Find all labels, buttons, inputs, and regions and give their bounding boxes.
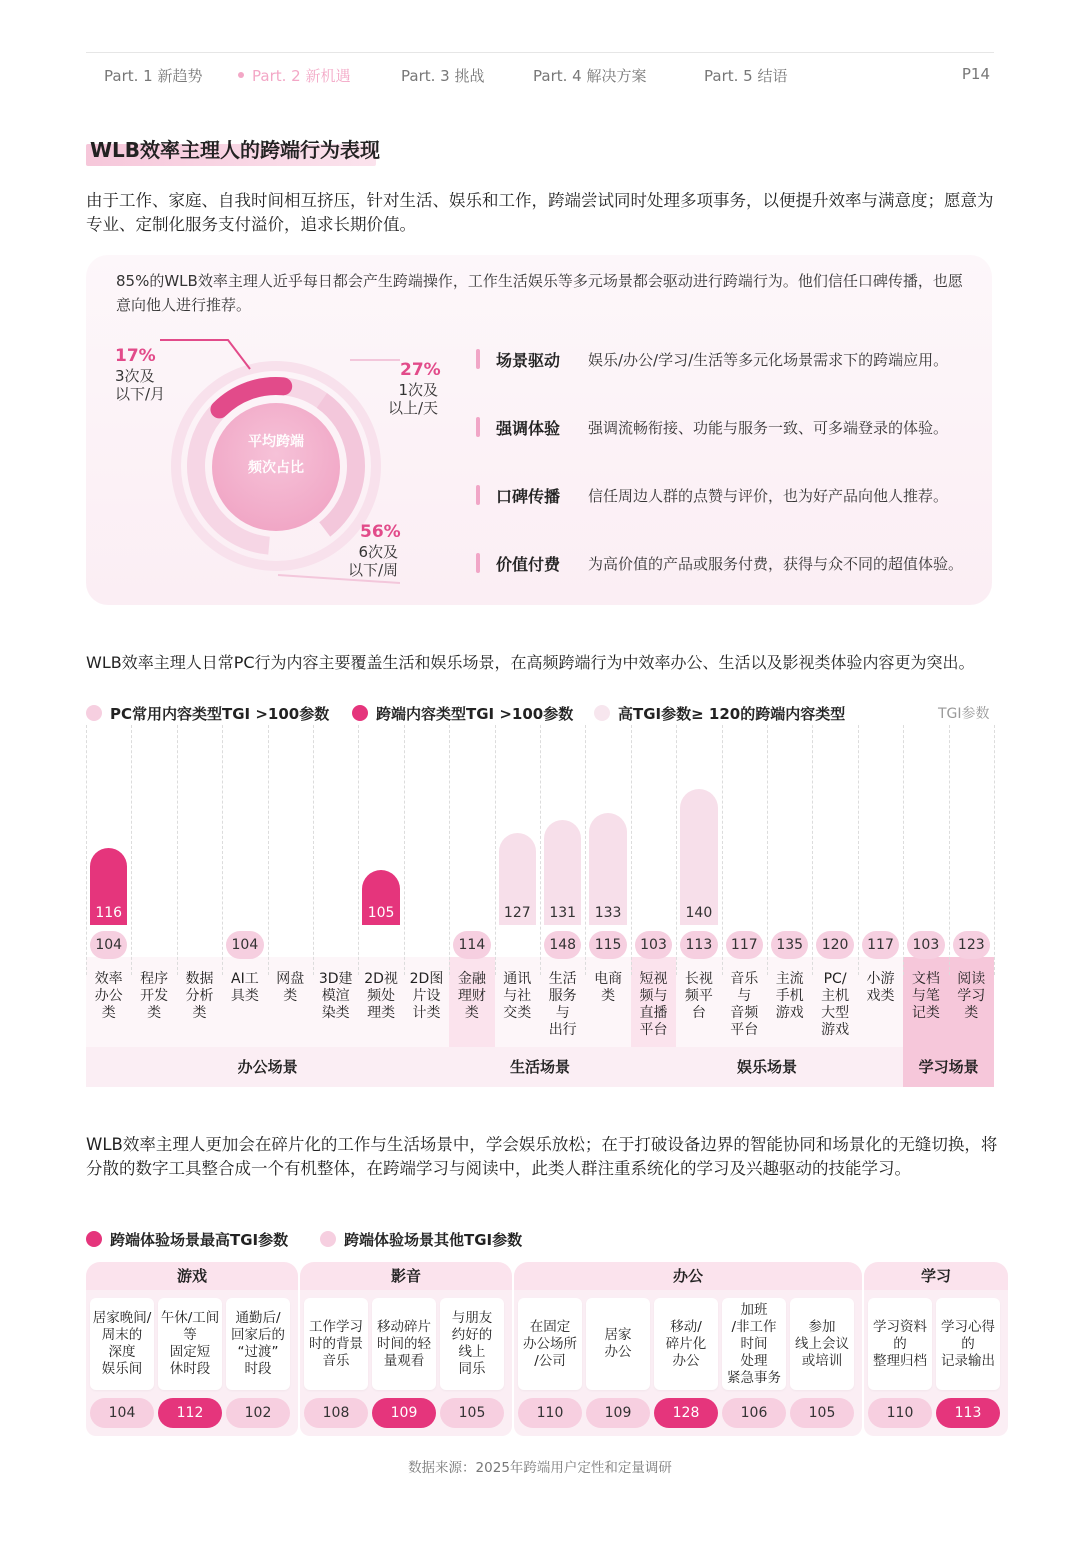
scenario-cell-line: 时间的轻: [377, 1335, 431, 1352]
scenario-cell-line: 学习资料: [873, 1318, 927, 1335]
category-label-line: 2D视: [364, 971, 398, 987]
category-label-line: 音乐: [730, 971, 759, 987]
category-label-line: 开发: [140, 988, 169, 1004]
base-value: 104: [90, 931, 127, 959]
category-label-line: 办公: [94, 988, 123, 1004]
column-divider: [722, 725, 723, 975]
scenario-cell-line: 娱乐间: [101, 1361, 143, 1377]
scenario-cell: [372, 1298, 436, 1390]
category-label-line: 类: [464, 1005, 479, 1021]
feature-bar: [476, 485, 480, 505]
scenario-cell: [654, 1298, 718, 1390]
base-value: 103: [635, 931, 672, 959]
category-label: [404, 971, 449, 1022]
scenario-cell-line: 移动/: [670, 1318, 702, 1335]
category-label-line: 3D建: [318, 971, 353, 987]
scenario-tgi-value: 102: [226, 1398, 290, 1428]
legend-dot-icon: [320, 1231, 336, 1247]
bar-value: 116: [95, 905, 123, 921]
category-label-line: 片设: [412, 988, 441, 1004]
category-label: [858, 971, 903, 1005]
scenario-cell-line: 处理: [740, 1352, 768, 1369]
base-value: 123: [953, 931, 990, 959]
donut-center-line-1: 平均跨端: [248, 434, 304, 450]
column-divider: [404, 725, 405, 975]
scenario-tgi-value: 110: [518, 1398, 582, 1428]
scenario-cell-line: 等: [183, 1327, 197, 1343]
category-label-line: 服务: [548, 988, 577, 1004]
scenario-cell-line: 周末的: [101, 1327, 143, 1343]
pct-56: 56%: [360, 522, 401, 542]
feature-title-3: 口碑传播: [496, 487, 561, 506]
pct-17-label-line-2: 以下/月: [115, 385, 166, 403]
summary-text: 85%的WLB效率主理人近乎每日都会产生跨端操作，工作生活娱乐等多元场景都会驱动进行跨端行为。他们信任口碑传播，也愿意向他人进行推荐。: [116, 272, 963, 314]
scenario-cell-line: 的: [961, 1335, 975, 1352]
scenario-cell: [518, 1298, 582, 1390]
feature-title-4: 价值付费: [496, 555, 561, 574]
column-divider: [222, 725, 223, 975]
category-label: [722, 971, 767, 1039]
category-label-line: 游戏: [775, 1005, 804, 1021]
category-label-line: 与笔: [911, 988, 940, 1004]
category-label: [131, 971, 176, 1022]
scenario-cell-line: 时间: [740, 1335, 768, 1352]
scenario-cell-text: [93, 1310, 152, 1378]
category-label-line: 频与: [639, 988, 668, 1004]
chart-intro-paragraph: WLB效率主理人日常PC行为内容主要覆盖生活和娱乐场景，在高频跨端行为中效率办公、生活以及影视类体验内容更为突出。: [86, 653, 975, 672]
scenario-cell-line: 音乐: [322, 1352, 350, 1369]
base-value: 120: [816, 931, 853, 959]
scenario-cell-line: 紧急事务: [727, 1369, 781, 1386]
category-label-line: 计类: [412, 1005, 441, 1021]
scenario-cell-line: 量观看: [383, 1352, 425, 1369]
scenario-tgi-value: 128: [654, 1398, 718, 1428]
scenario-cell-text: [873, 1319, 927, 1370]
category-label-line: 学习: [957, 988, 986, 1004]
scenario-cell-line: 线上会议: [795, 1335, 849, 1352]
scenario-tgi-value: 104: [90, 1398, 154, 1428]
category-label-line: 交类: [503, 1005, 532, 1021]
category-label-line: 染类: [321, 1005, 350, 1021]
scenario-cell-line: 整理归档: [873, 1352, 927, 1369]
top-nav: [86, 52, 994, 93]
feature-desc-3: 信任周边人群的点赞与评价，也为好产品向他人推荐。: [588, 487, 949, 505]
bar: [544, 820, 581, 925]
scenario-cell-line: 时段: [244, 1361, 272, 1377]
feature-title-2: 强调体验: [496, 419, 561, 438]
category-label: [222, 971, 267, 1005]
column-divider: [268, 725, 269, 975]
scenario-cell: [722, 1298, 786, 1390]
intro-paragraph: 由于工作、家庭、自我时间相互挤压，针对生活、娱乐和工作，跨端尝试同时处理多项事务，以便提升效率与满意度；愿意为专业、定制化服务支付溢价，追求长期价值。: [86, 191, 994, 234]
scenario-cell-text: [795, 1319, 849, 1370]
scenario-cell-line: 或培训: [801, 1352, 843, 1369]
page-title: WLB效率主理人的跨端行为表现: [90, 138, 381, 162]
category-label-line: 手机: [775, 988, 804, 1004]
category-label-line: 通讯: [503, 971, 532, 987]
section-label: 生活场景: [449, 1047, 631, 1087]
feature-desc-1: 娱乐/办公/学习/生活等多元化场景需求下的跨端应用。: [588, 351, 949, 369]
scenario-cell: [226, 1298, 290, 1390]
leader-line-17: [160, 340, 250, 369]
category-label-line: 模渲: [321, 988, 350, 1004]
category-label-line: 平台: [639, 1022, 668, 1038]
bar: [90, 848, 127, 925]
category-label-line: 生活: [548, 971, 577, 987]
base-value: 117: [862, 931, 899, 959]
scenario-cell-text: [161, 1310, 220, 1378]
category-label-line: 数据: [185, 971, 214, 987]
legend-scene-other: [320, 1229, 522, 1250]
scenario-tgi-value: 105: [440, 1398, 504, 1428]
scenario-tgi-value: 108: [304, 1398, 368, 1428]
legend-dot-icon: [352, 705, 368, 721]
scenario-cell: [790, 1298, 854, 1390]
base-value: 117: [726, 931, 763, 959]
scenario-tgi-value: 109: [372, 1398, 436, 1428]
category-label-line: 与社: [503, 988, 532, 1004]
scenario-cell-line: 居家: [604, 1327, 632, 1343]
scenario-cell-line: “过渡”: [237, 1344, 279, 1360]
category-label-line: 记类: [911, 1005, 940, 1021]
column-divider: [767, 725, 768, 975]
bar: [499, 833, 536, 925]
column-divider: [585, 725, 586, 975]
nav-part-5[interactable]: Part. 5 结语: [704, 67, 788, 85]
scenario-cell: [936, 1298, 1000, 1390]
category-label-line: 出行: [548, 1022, 577, 1038]
bar: [362, 870, 399, 925]
tgi-axis-label: TGI参数: [938, 706, 990, 722]
base-value: 113: [680, 931, 717, 959]
category-label: [585, 971, 630, 1005]
scenario-tgi-value: 106: [722, 1398, 786, 1428]
category-label-line: 主流: [775, 971, 804, 987]
column-divider: [313, 725, 314, 975]
scenario-cell-line: 通勤后/: [235, 1310, 281, 1326]
legend-scene-other-label: 跨端体验场景其他TGI参数: [344, 1231, 523, 1249]
group-header: 办公: [514, 1262, 862, 1290]
scenario-cell-line: 固定短: [169, 1344, 211, 1360]
pct-27-label-line-1: 1次及: [398, 381, 438, 399]
scenario-cell-line: 线上: [458, 1344, 486, 1360]
scenario-cell-line: 在固定: [529, 1318, 571, 1335]
category-label-line: 程序: [140, 971, 169, 987]
scenario-cell-line: 午休/工间: [160, 1310, 220, 1326]
legend-pc-tgi-label: PC常用内容类型TGI >100参数: [110, 705, 330, 723]
scenario-cell-line: 居家晚间/: [92, 1310, 152, 1326]
scenario-paragraph: WLB效率主理人更加会在碎片化的工作与生活场景中，学会娱乐放松；在于打破设备边界的智能协同和场景化的无缝切换，将分散的数字工具整合成一个有机整体，在跨端学习与阅读中，此类人群注重系统化的学习及兴趣驱动的技能学习。: [86, 1135, 998, 1178]
feature-bar: [476, 417, 480, 437]
scenario-tgi-value: 113: [936, 1398, 1000, 1428]
pct-17-label: [115, 367, 165, 403]
category-label: [495, 971, 540, 1022]
category-label: [177, 971, 222, 1022]
category-label-line: 类: [283, 988, 298, 1004]
scenario-tgi-table: [86, 1262, 994, 1436]
column-divider: [949, 725, 950, 975]
scenario-cell-text: [377, 1319, 431, 1370]
column-divider: [131, 725, 132, 975]
group-header: 游戏: [86, 1262, 298, 1290]
scenario-cell-line: 时的背景: [309, 1335, 363, 1352]
legend-dot-icon: [86, 705, 102, 721]
scenario-tgi-value: 105: [790, 1398, 854, 1428]
base-value: 148: [544, 931, 581, 959]
category-label-line: 阅读: [957, 971, 986, 987]
category-label: [540, 971, 585, 1039]
category-label-line: 小游: [866, 971, 895, 987]
scenario-tgi-value: 112: [158, 1398, 222, 1428]
nav-part-2[interactable]: Part. 2 新机遇: [252, 67, 351, 85]
scenario-cell-line: 工作学习: [309, 1318, 363, 1335]
tgi-bar-chart: [86, 725, 994, 1090]
base-value: 103: [907, 931, 944, 959]
pct-56-label-line-1: 6次及: [358, 543, 398, 561]
scenario-cell-text: [523, 1319, 577, 1370]
category-label: [449, 971, 494, 1022]
scenario-cell-line: 休时段: [169, 1361, 211, 1377]
bar-value: 140: [685, 905, 713, 921]
scenario-cell-line: 回家后的: [231, 1327, 285, 1343]
category-label-line: PC/: [823, 971, 847, 987]
nav-part-1[interactable]: Part. 1 新趋势: [104, 67, 203, 85]
scenario-cell-text: [605, 1327, 632, 1361]
scenario-cell-line: 记录输出: [941, 1352, 995, 1369]
pct-27: 27%: [400, 360, 441, 380]
category-label-line: 2D图: [409, 971, 444, 987]
pct-56-label: [344, 543, 398, 579]
feature-bar: [476, 349, 480, 369]
scenario-cell: [90, 1298, 154, 1390]
scenario-cell-text: [452, 1310, 493, 1378]
category-label-line: 频平: [684, 988, 713, 1004]
category-label-line: 文档: [911, 971, 940, 987]
scenario-cell-line: 移动碎片: [377, 1318, 431, 1335]
column-divider: [358, 725, 359, 975]
legend-dot-icon: [86, 1231, 102, 1247]
category-label-line: 理财: [457, 988, 486, 1004]
category-label: [313, 971, 358, 1022]
section-label: 娱乐场景: [631, 1047, 903, 1087]
bar-value: 105: [367, 905, 395, 921]
scenario-cell-line: 加班: [740, 1301, 768, 1318]
category-label: [268, 971, 313, 1005]
legend-dot-icon: [594, 705, 610, 721]
category-label-line: 类: [964, 1005, 979, 1021]
feature-title-1: 场景驱动: [496, 351, 561, 370]
bar-value: 133: [594, 904, 622, 921]
pct-17: 17%: [115, 346, 156, 366]
scenario-cell-line: 办公: [604, 1344, 632, 1360]
scenario-cell-line: 办公: [672, 1352, 700, 1369]
scenario-cell-line: 办公场所: [523, 1335, 577, 1352]
legend-scene-top-label: 跨端体验场景最高TGI参数: [110, 1231, 289, 1249]
column-divider: [449, 725, 450, 975]
group-header: 学习: [864, 1262, 1008, 1290]
legend-scene-top: [86, 1229, 288, 1250]
legend-cross-tgi: [352, 703, 573, 724]
bar: [680, 789, 717, 925]
pct-56-label-line-2: 以下/周: [347, 561, 398, 579]
scenario-cell-line: 同乐: [458, 1361, 486, 1377]
category-label-line: 金融: [457, 971, 486, 987]
category-label-line: 分析: [185, 988, 214, 1004]
base-value: 114: [453, 931, 490, 959]
category-label-line: 网盘: [276, 971, 305, 987]
pct-27-label-line-2: 以上/天: [387, 399, 438, 417]
column-divider: [903, 725, 904, 975]
scenario-cell-text: [666, 1319, 707, 1370]
legend-high-tgi-label: 高TGI参数≥ 120的跨端内容类型: [618, 705, 846, 723]
bar-value: 127: [503, 904, 531, 921]
scenario-cell-line: 参加: [808, 1318, 836, 1335]
scenario-cell-line: 碎片化: [665, 1335, 707, 1352]
section-label: 学习场景: [903, 1047, 994, 1087]
scenario-cell: [586, 1298, 650, 1390]
column-divider: [631, 725, 632, 975]
category-label-line: 类: [192, 1005, 207, 1021]
category-label-line: 戏类: [866, 988, 895, 1004]
scenario-cell-text: [231, 1310, 285, 1378]
category-label-line: 电商: [594, 971, 623, 987]
scenario-cell-line: /公司: [534, 1352, 566, 1369]
scenario-cell: [868, 1298, 932, 1390]
category-label-line: 类: [101, 1005, 116, 1021]
legend-pc-tgi: [86, 703, 329, 724]
scenario-cell-line: 的: [893, 1335, 907, 1352]
scenario-cell-line: 与朋友: [451, 1310, 493, 1326]
nav-part-4[interactable]: Part. 4 解决方案: [533, 67, 647, 85]
feature-bar: [476, 553, 480, 573]
legend-cross-tgi-label: 跨端内容类型TGI >100参数: [376, 705, 574, 723]
category-label: [767, 971, 812, 1022]
scenario-cell: [304, 1298, 368, 1390]
bar-value: 131: [549, 904, 577, 921]
donut-center-line-2: 频次占比: [248, 460, 304, 476]
base-value: 135: [771, 931, 808, 959]
scenario-cell: [440, 1298, 504, 1390]
category-label: [86, 971, 131, 1022]
category-label: [676, 971, 721, 1022]
category-label-line: 效率: [94, 971, 123, 987]
category-label-line: 理类: [367, 1005, 396, 1021]
page-number: P14: [961, 65, 990, 83]
category-label-line: 游戏: [821, 1022, 850, 1038]
scenario-tgi-value: 109: [586, 1398, 650, 1428]
pct-27-label: [384, 381, 438, 417]
category-label: [631, 971, 676, 1039]
base-value: 104: [226, 931, 263, 959]
pct-17-label-line-1: 3次及: [115, 367, 155, 385]
category-label: [949, 971, 994, 1022]
category-label-line: 直播: [639, 1005, 668, 1021]
category-label-line: 平台: [730, 1022, 759, 1038]
category-label-line: 主机: [821, 988, 850, 1004]
category-label: [812, 971, 857, 1039]
category-label-line: AI工: [231, 971, 259, 987]
category-label-line: 台: [691, 1005, 706, 1021]
scenario-cell-text: [727, 1302, 781, 1387]
nav-part-3[interactable]: Part. 3 挑战: [401, 67, 485, 85]
scenario-tgi-value: 110: [868, 1398, 932, 1428]
category-label-line: 类: [147, 1005, 162, 1021]
bar: [589, 813, 626, 925]
column-divider: [540, 725, 541, 975]
category-label-line: 长视: [684, 971, 713, 987]
scenario-cell-line: 约好的: [451, 1327, 493, 1343]
category-label-line: 大型: [821, 1005, 850, 1021]
category-label-line: 类: [601, 988, 616, 1004]
category-label-line: 具类: [230, 988, 259, 1004]
data-source: 数据来源：2025年跨端用户定性和定量调研: [408, 1460, 672, 1476]
category-label-line: 与: [737, 988, 752, 1004]
scenario-cell-text: [941, 1319, 995, 1370]
category-label-line: 频处: [367, 988, 396, 1004]
column-divider: [676, 725, 677, 975]
group-header: 影音: [300, 1262, 512, 1290]
category-label-line: 与: [555, 1005, 570, 1021]
column-divider: [86, 725, 87, 975]
category-label: [358, 971, 403, 1022]
column-divider: [858, 725, 859, 975]
scenario-cell-text: [309, 1319, 363, 1370]
donut-center-label: [212, 429, 340, 481]
scenario-cell-line: 学习心得: [941, 1318, 995, 1335]
category-label-line: 音频: [730, 1005, 759, 1021]
column-divider: [177, 725, 178, 975]
scenario-cell-line: 深度: [108, 1344, 136, 1360]
column-divider: [812, 725, 813, 975]
category-label-line: 短视: [639, 971, 668, 987]
column-divider: [495, 725, 496, 975]
feature-desc-2: 强调流畅衔接、功能与服务一致、可多端登录的体验。: [588, 419, 949, 437]
category-label: [903, 971, 948, 1022]
column-divider: [994, 725, 995, 975]
donut-center: [212, 403, 340, 531]
scenario-cell: [158, 1298, 222, 1390]
section-label: 办公场景: [86, 1047, 449, 1087]
base-value: 115: [589, 931, 626, 959]
legend-high-tgi: [594, 703, 845, 724]
scenario-cell-line: /非工作: [731, 1318, 777, 1335]
feature-desc-4: 为高价值的产品或服务付费，获得与众不同的超值体验。: [588, 555, 964, 573]
